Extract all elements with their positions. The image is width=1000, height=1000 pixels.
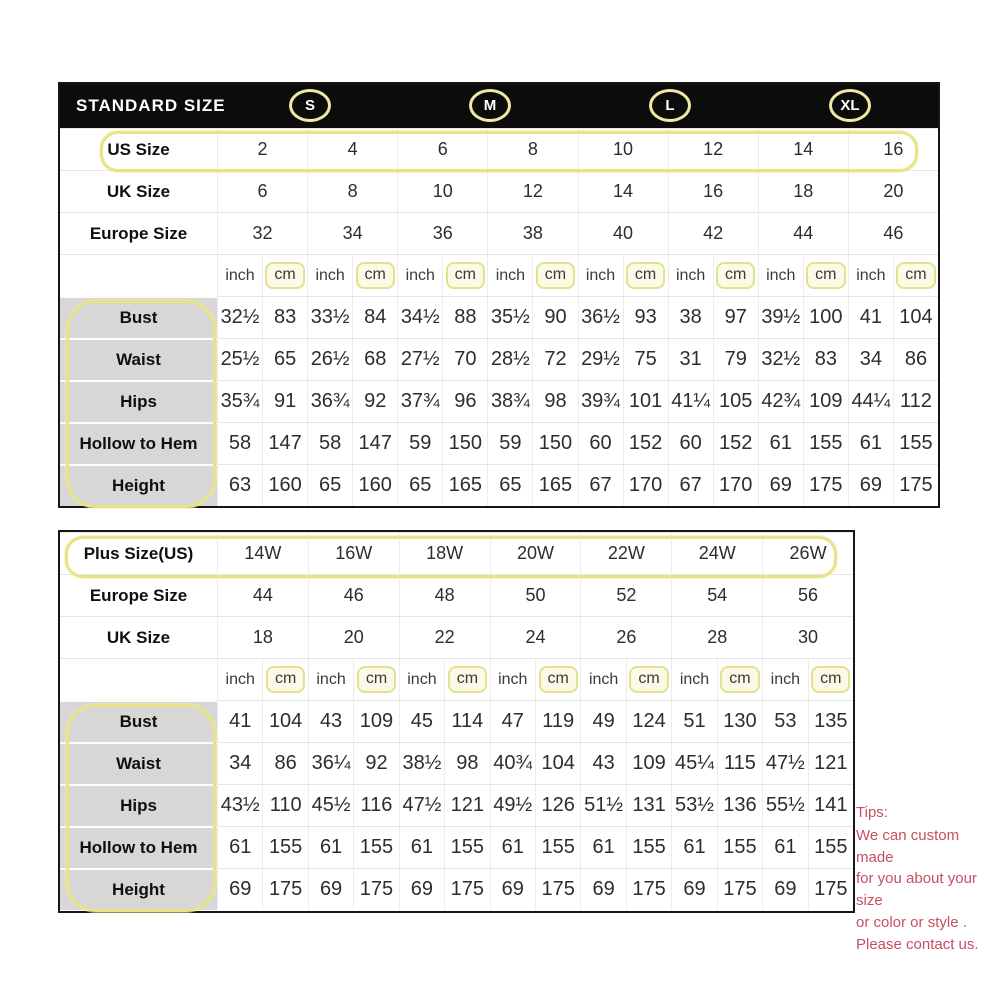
- size-badge-xl: XL: [829, 89, 871, 122]
- row-label: UK Size: [60, 170, 217, 212]
- measurement-value-cell: 155: [803, 422, 848, 464]
- measurement-value-cell: 69: [490, 868, 535, 910]
- measurement-value-cell: 38¾: [487, 380, 532, 422]
- measurement-value-cell: 69: [758, 464, 803, 506]
- size-value-cell: 26: [580, 616, 671, 658]
- measurement-value-cell: 69: [217, 868, 262, 910]
- inch-unit-cell: inch: [490, 658, 535, 700]
- measurement-value-cell: 43: [580, 742, 625, 784]
- measurement-value-cell: 61: [217, 826, 262, 868]
- measurement-value-cell: 70: [442, 338, 487, 380]
- size-value-cell: 6: [397, 128, 487, 170]
- plus-size-table: [58, 530, 855, 913]
- measurement-value-cell: 110: [262, 784, 307, 826]
- measurement-value-cell: 27½: [397, 338, 442, 380]
- measurement-value-cell: 90: [532, 296, 577, 338]
- standard-size-grid: [60, 128, 938, 506]
- size-value-cell: 4: [307, 128, 397, 170]
- measurement-value-cell: 86: [893, 338, 938, 380]
- measurement-value-cell: 65: [487, 464, 532, 506]
- measurement-value-cell: 83: [803, 338, 848, 380]
- measurement-value-cell: 61: [308, 826, 353, 868]
- measurement-value-cell: 25½: [217, 338, 262, 380]
- measurement-value-cell: 175: [626, 868, 671, 910]
- measurement-row-label: Bust: [60, 296, 217, 338]
- measurement-value-cell: 34: [848, 338, 893, 380]
- size-value-cell: 14: [758, 128, 848, 170]
- inch-unit-cell: inch: [307, 254, 352, 296]
- measurement-value-cell: 69: [580, 868, 625, 910]
- cm-badge: cm: [448, 666, 487, 693]
- size-value-cell: 54: [671, 574, 762, 616]
- measurement-value-cell: 65: [262, 338, 307, 380]
- measurement-value-cell: 175: [808, 868, 853, 910]
- measurement-value-cell: 92: [353, 742, 398, 784]
- size-value-cell: 2: [217, 128, 307, 170]
- measurement-value-cell: 29½: [578, 338, 623, 380]
- measurement-value-cell: 60: [668, 422, 713, 464]
- measurement-value-cell: 97: [713, 296, 758, 338]
- cm-badge: cm: [629, 666, 668, 693]
- size-value-cell: 30: [762, 616, 853, 658]
- tips-line: We can custom made: [856, 826, 960, 866]
- measurement-value-cell: 61: [399, 826, 444, 868]
- measurement-value-cell: 155: [262, 826, 307, 868]
- size-badge-m: M: [469, 89, 511, 122]
- measurement-value-cell: 36¼: [308, 742, 353, 784]
- measurement-value-cell: 41: [848, 296, 893, 338]
- measurement-value-cell: 109: [353, 700, 398, 742]
- measurement-value-cell: 175: [353, 868, 398, 910]
- measurement-value-cell: 104: [262, 700, 307, 742]
- size-value-cell: 18: [217, 616, 308, 658]
- cm-badge: cm: [626, 262, 665, 289]
- unit-row-blank: [60, 254, 217, 296]
- measurement-value-cell: 86: [262, 742, 307, 784]
- size-value-cell: 48: [399, 574, 490, 616]
- measurement-value-cell: 69: [671, 868, 716, 910]
- cm-unit-cell: [532, 254, 577, 296]
- cm-unit-cell: [262, 254, 307, 296]
- size-value-cell: 38: [487, 212, 577, 254]
- measurement-value-cell: 141: [808, 784, 853, 826]
- measurement-value-cell: 170: [623, 464, 668, 506]
- measurement-value-cell: 88: [442, 296, 487, 338]
- size-badge-s: S: [289, 89, 331, 122]
- measurement-value-cell: 96: [442, 380, 487, 422]
- inch-unit-cell: inch: [217, 658, 262, 700]
- measurement-value-cell: 53½: [671, 784, 716, 826]
- inch-unit-cell: inch: [848, 254, 893, 296]
- cm-unit-cell: [623, 254, 668, 296]
- size-value-cell: 46: [848, 212, 938, 254]
- measurement-value-cell: 61: [848, 422, 893, 464]
- unit-row-blank: [60, 658, 217, 700]
- measurement-value-cell: 152: [623, 422, 668, 464]
- standard-size-title: STANDARD SIZE: [76, 96, 226, 115]
- cm-unit-cell: [442, 254, 487, 296]
- measurement-value-cell: 109: [626, 742, 671, 784]
- measurement-value-cell: 35½: [487, 296, 532, 338]
- measurement-row-label: Hips: [60, 380, 217, 422]
- measurement-value-cell: 91: [262, 380, 307, 422]
- cm-unit-cell: [353, 658, 398, 700]
- measurement-value-cell: 36½: [578, 296, 623, 338]
- cm-badge: cm: [446, 262, 485, 289]
- measurement-value-cell: 155: [626, 826, 671, 868]
- measurement-value-cell: 31: [668, 338, 713, 380]
- measurement-value-cell: 39¾: [578, 380, 623, 422]
- measurement-value-cell: 112: [893, 380, 938, 422]
- measurement-value-cell: 124: [626, 700, 671, 742]
- row-label: Plus Size(US): [60, 532, 217, 574]
- measurement-row-label: Hollow to Hem: [60, 826, 217, 868]
- measurement-value-cell: 61: [490, 826, 535, 868]
- cm-unit-cell: [893, 254, 938, 296]
- measurement-value-cell: 55½: [762, 784, 807, 826]
- tips-line: for you about your size: [856, 870, 977, 909]
- size-value-cell: 8: [307, 170, 397, 212]
- measurement-value-cell: 175: [893, 464, 938, 506]
- cm-unit-cell: [444, 658, 489, 700]
- measurement-value-cell: 175: [444, 868, 489, 910]
- measurement-value-cell: 49: [580, 700, 625, 742]
- measurement-row-label: Bust: [60, 700, 217, 742]
- measurement-value-cell: 175: [535, 868, 580, 910]
- measurement-value-cell: 32½: [217, 296, 262, 338]
- measurement-value-cell: 61: [671, 826, 716, 868]
- tips-title: Tips:: [856, 804, 888, 821]
- measurement-value-cell: 165: [442, 464, 487, 506]
- measurement-value-cell: 121: [808, 742, 853, 784]
- measurement-value-cell: 33½: [307, 296, 352, 338]
- size-value-cell: 52: [580, 574, 671, 616]
- measurement-value-cell: 114: [444, 700, 489, 742]
- measurement-value-cell: 65: [397, 464, 442, 506]
- size-badge-l: L: [649, 89, 691, 122]
- measurement-value-cell: 160: [262, 464, 307, 506]
- size-value-cell: 12: [668, 128, 758, 170]
- measurement-value-cell: 105: [713, 380, 758, 422]
- measurement-value-cell: 26½: [307, 338, 352, 380]
- measurement-row-label: Waist: [60, 338, 217, 380]
- row-label: US Size: [60, 128, 217, 170]
- size-value-cell: 22: [399, 616, 490, 658]
- inch-unit-cell: inch: [762, 658, 807, 700]
- measurement-value-cell: 155: [893, 422, 938, 464]
- measurement-value-cell: 61: [580, 826, 625, 868]
- measurement-value-cell: 34: [217, 742, 262, 784]
- cm-unit-cell: [535, 658, 580, 700]
- measurement-value-cell: 147: [262, 422, 307, 464]
- size-value-cell: 10: [578, 128, 668, 170]
- measurement-value-cell: 101: [623, 380, 668, 422]
- measurement-value-cell: 126: [535, 784, 580, 826]
- size-value-cell: 6: [217, 170, 307, 212]
- measurement-value-cell: 68: [352, 338, 397, 380]
- measurement-value-cell: 75: [623, 338, 668, 380]
- cm-badge: cm: [539, 666, 578, 693]
- size-value-cell: 24: [490, 616, 581, 658]
- row-label: UK Size: [60, 616, 217, 658]
- measurement-value-cell: 150: [532, 422, 577, 464]
- standard-size-table: [58, 82, 940, 508]
- measurement-value-cell: 136: [717, 784, 762, 826]
- measurement-value-cell: 36¾: [307, 380, 352, 422]
- measurement-value-cell: 41¼: [668, 380, 713, 422]
- cm-badge: cm: [266, 666, 305, 693]
- measurement-value-cell: 65: [307, 464, 352, 506]
- measurement-value-cell: 61: [758, 422, 803, 464]
- size-value-cell: 14: [578, 170, 668, 212]
- measurement-value-cell: 104: [893, 296, 938, 338]
- measurement-value-cell: 93: [623, 296, 668, 338]
- measurement-value-cell: 84: [352, 296, 397, 338]
- size-value-cell: 56: [762, 574, 853, 616]
- measurement-value-cell: 35¾: [217, 380, 262, 422]
- measurement-value-cell: 38: [668, 296, 713, 338]
- measurement-value-cell: 67: [578, 464, 623, 506]
- cm-unit-cell: [717, 658, 762, 700]
- measurement-value-cell: 45¼: [671, 742, 716, 784]
- measurement-value-cell: 175: [717, 868, 762, 910]
- cm-badge: cm: [896, 262, 935, 289]
- measurement-value-cell: 79: [713, 338, 758, 380]
- measurement-value-cell: 119: [535, 700, 580, 742]
- size-value-cell: 26W: [762, 532, 853, 574]
- inch-unit-cell: inch: [671, 658, 716, 700]
- measurement-value-cell: 69: [399, 868, 444, 910]
- size-value-cell: 42: [668, 212, 758, 254]
- measurement-value-cell: 59: [487, 422, 532, 464]
- inch-unit-cell: inch: [758, 254, 803, 296]
- measurement-value-cell: 37¾: [397, 380, 442, 422]
- cm-unit-cell: [262, 658, 307, 700]
- cm-badge: cm: [716, 262, 755, 289]
- size-value-cell: 20W: [490, 532, 581, 574]
- measurement-value-cell: 175: [803, 464, 848, 506]
- measurement-value-cell: 131: [626, 784, 671, 826]
- cm-badge: cm: [536, 262, 575, 289]
- size-value-cell: 44: [758, 212, 848, 254]
- measurement-value-cell: 155: [353, 826, 398, 868]
- measurement-value-cell: 69: [762, 868, 807, 910]
- measurement-row-label: Height: [60, 464, 217, 506]
- measurement-value-cell: 155: [535, 826, 580, 868]
- row-label: Europe Size: [60, 574, 217, 616]
- measurement-value-cell: 160: [352, 464, 397, 506]
- measurement-value-cell: 155: [808, 826, 853, 868]
- size-value-cell: 16: [848, 128, 938, 170]
- tips-line: or color or style .: [856, 913, 967, 931]
- measurement-value-cell: 47½: [399, 784, 444, 826]
- measurement-value-cell: 115: [717, 742, 762, 784]
- measurement-value-cell: 40¾: [490, 742, 535, 784]
- cm-badge: cm: [356, 262, 395, 289]
- inch-unit-cell: inch: [399, 658, 444, 700]
- size-value-cell: 18W: [399, 532, 490, 574]
- measurement-value-cell: 165: [532, 464, 577, 506]
- measurement-value-cell: 67: [668, 464, 713, 506]
- cm-unit-cell: [803, 254, 848, 296]
- inch-unit-cell: inch: [580, 658, 625, 700]
- standard-size-header-bar: [60, 84, 938, 128]
- measurement-value-cell: 61: [762, 826, 807, 868]
- measurement-value-cell: 155: [717, 826, 762, 868]
- measurement-value-cell: 43: [308, 700, 353, 742]
- measurement-value-cell: 147: [352, 422, 397, 464]
- size-value-cell: 44: [217, 574, 308, 616]
- measurement-row-label: Hollow to Hem: [60, 422, 217, 464]
- measurement-value-cell: 41: [217, 700, 262, 742]
- measurement-value-cell: 28½: [487, 338, 532, 380]
- measurement-value-cell: 51½: [580, 784, 625, 826]
- size-value-cell: 12: [487, 170, 577, 212]
- measurement-value-cell: 175: [262, 868, 307, 910]
- inch-unit-cell: inch: [487, 254, 532, 296]
- measurement-value-cell: 34½: [397, 296, 442, 338]
- measurement-value-cell: 121: [444, 784, 489, 826]
- size-value-cell: 22W: [580, 532, 671, 574]
- measurement-value-cell: 63: [217, 464, 262, 506]
- size-value-cell: 40: [578, 212, 668, 254]
- measurement-value-cell: 170: [713, 464, 758, 506]
- measurement-value-cell: 42¾: [758, 380, 803, 422]
- cm-unit-cell: [352, 254, 397, 296]
- measurement-value-cell: 69: [848, 464, 893, 506]
- measurement-value-cell: 150: [442, 422, 487, 464]
- measurement-value-cell: 49½: [490, 784, 535, 826]
- measurement-value-cell: 47: [490, 700, 535, 742]
- size-value-cell: 24W: [671, 532, 762, 574]
- cm-unit-cell: [808, 658, 853, 700]
- measurement-value-cell: 109: [803, 380, 848, 422]
- measurement-value-cell: 39½: [758, 296, 803, 338]
- size-value-cell: 36: [397, 212, 487, 254]
- measurement-value-cell: 98: [532, 380, 577, 422]
- cm-badge: cm: [265, 262, 304, 289]
- cm-badge: cm: [720, 666, 759, 693]
- size-value-cell: 46: [308, 574, 399, 616]
- inch-unit-cell: inch: [668, 254, 713, 296]
- cm-badge: cm: [806, 262, 845, 289]
- measurement-value-cell: 72: [532, 338, 577, 380]
- measurement-value-cell: 38½: [399, 742, 444, 784]
- cm-unit-cell: [626, 658, 671, 700]
- size-value-cell: 14W: [217, 532, 308, 574]
- measurement-value-cell: 130: [717, 700, 762, 742]
- tips-note: [856, 802, 998, 955]
- measurement-value-cell: 44¼: [848, 380, 893, 422]
- measurement-value-cell: 152: [713, 422, 758, 464]
- row-label: Europe Size: [60, 212, 217, 254]
- measurement-value-cell: 83: [262, 296, 307, 338]
- measurement-value-cell: 32½: [758, 338, 803, 380]
- size-value-cell: 16: [668, 170, 758, 212]
- size-value-cell: 50: [490, 574, 581, 616]
- size-value-cell: 20: [848, 170, 938, 212]
- measurement-value-cell: 135: [808, 700, 853, 742]
- measurement-value-cell: 45: [399, 700, 444, 742]
- size-value-cell: 16W: [308, 532, 399, 574]
- measurement-value-cell: 45½: [308, 784, 353, 826]
- size-value-cell: 28: [671, 616, 762, 658]
- measurement-value-cell: 53: [762, 700, 807, 742]
- inch-unit-cell: inch: [217, 254, 262, 296]
- size-value-cell: 8: [487, 128, 577, 170]
- measurement-value-cell: 60: [578, 422, 623, 464]
- measurement-value-cell: 51: [671, 700, 716, 742]
- measurement-value-cell: 47½: [762, 742, 807, 784]
- plus-size-grid: [60, 532, 853, 910]
- measurement-value-cell: 155: [444, 826, 489, 868]
- measurement-row-label: Waist: [60, 742, 217, 784]
- size-value-cell: 32: [217, 212, 307, 254]
- cm-badge: cm: [357, 666, 396, 693]
- measurement-value-cell: 116: [353, 784, 398, 826]
- measurement-row-label: Hips: [60, 784, 217, 826]
- measurement-value-cell: 92: [352, 380, 397, 422]
- measurement-value-cell: 104: [535, 742, 580, 784]
- measurement-value-cell: 58: [307, 422, 352, 464]
- tips-line: Please contact us.: [856, 935, 979, 953]
- size-value-cell: 20: [308, 616, 399, 658]
- measurement-value-cell: 59: [397, 422, 442, 464]
- measurement-value-cell: 43½: [217, 784, 262, 826]
- measurement-row-label: Height: [60, 868, 217, 910]
- cm-badge: cm: [811, 666, 850, 693]
- size-value-cell: 18: [758, 170, 848, 212]
- size-value-cell: 34: [307, 212, 397, 254]
- inch-unit-cell: inch: [308, 658, 353, 700]
- measurement-value-cell: 69: [308, 868, 353, 910]
- inch-unit-cell: inch: [578, 254, 623, 296]
- measurement-value-cell: 98: [444, 742, 489, 784]
- measurement-value-cell: 100: [803, 296, 848, 338]
- size-value-cell: 10: [397, 170, 487, 212]
- cm-unit-cell: [713, 254, 758, 296]
- measurement-value-cell: 58: [217, 422, 262, 464]
- inch-unit-cell: inch: [397, 254, 442, 296]
